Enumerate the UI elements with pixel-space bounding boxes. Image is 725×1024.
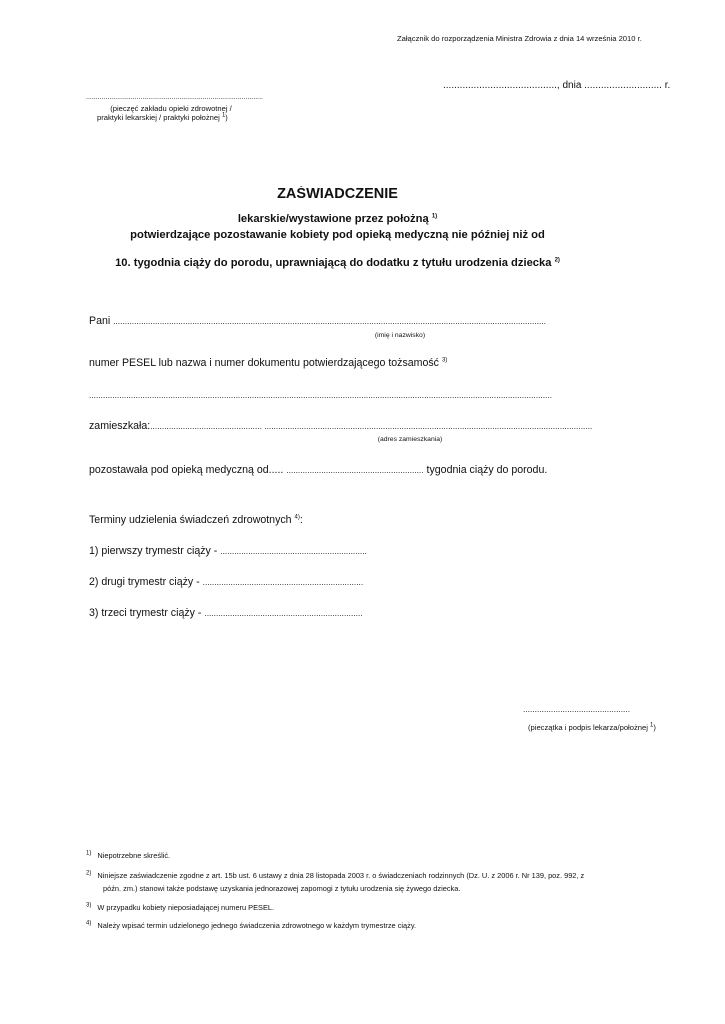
footnote-2-text: Niniejsze zaświadczenie zgodne z art. 15b ust. 6 ustawy z dnia 28 listopada 2003 r. o świadczeniach rodzinnych (Dz. U. z 2006 r. Nr 139, poz. 992, z [97, 871, 585, 880]
footnote-3-mark: 3) [86, 902, 92, 909]
signature-ref: 1 [650, 722, 654, 729]
stamp-dots: ........................................................................................... [86, 94, 263, 101]
footnote-1-mark: 1) [86, 850, 92, 857]
care-row [89, 464, 547, 476]
pani-row [89, 315, 546, 327]
trimester-3-input[interactable]: .................................................................... [204, 608, 363, 618]
subtitle-line3 [0, 257, 675, 269]
annex-note: Załącznik do rozporządzenia Ministra Zdrowia z dnia 14 września 2010 r. [397, 34, 642, 43]
footnote-3-text: W przypadku kobiety nieposiadającej numeru PESEL. [97, 903, 275, 912]
address-label: zamieszkała: [89, 420, 151, 432]
care-label: pozostawała pod opieką medyczną od..... [89, 464, 284, 476]
trimester-3-label: 3) trzeci trymestr ciąży - [89, 607, 202, 619]
signature-caption [528, 723, 656, 732]
footnote-4-text: Należy wpisać termin udzielonego jednego świadczenia zdrowotnego w każdym trymestrze ciąży. [97, 921, 417, 930]
pani-input-dots[interactable]: .......................................................................................................................................................................................... [113, 316, 546, 326]
pesel-row [89, 357, 447, 369]
trimester-row-3 [89, 607, 363, 619]
footnote-4-mark: 4) [86, 920, 92, 927]
footnote-2-continuation: późn. zm.) stanowi także podstawę uzyskania jednorazowej zapomogi z tytułu urodzenia się żywego dziecka. [103, 884, 461, 893]
subtitle-line1-ref: 1) [431, 213, 438, 220]
subtitle-line1-text: lekarskie/wystawione przez położną [237, 213, 429, 225]
footnote-1 [86, 851, 170, 860]
stamp-caption-line2 [97, 113, 228, 122]
footnote-4 [86, 921, 416, 930]
care-weeks-input[interactable]: ........................................................... [286, 465, 424, 475]
pani-label: Pani [89, 315, 111, 327]
terms-ref: 4) [294, 514, 300, 521]
document-title: ZAŚWIADCZENIE [277, 186, 398, 202]
subtitle-line3-ref: 2) [554, 257, 560, 264]
trimester-row-2 [89, 576, 363, 588]
footnote-2 [86, 871, 584, 880]
trimester-row-1 [89, 545, 367, 557]
footnote-3 [86, 903, 274, 912]
stamp-caption-text: praktyki lekarskiej / praktyki położnej [97, 113, 220, 122]
signature-caption-text: (pieczątka i podpis lekarza/położnej [528, 723, 648, 732]
address-caption: (adres zamieszkania) [377, 436, 443, 443]
stamp-caption-line1: (pieczęć zakładu opieki zdrowotnej / [110, 104, 232, 113]
footnote-1-text: Niepotrzebne skreślić. [97, 851, 171, 860]
signature-dots[interactable]: .............................................. [523, 704, 631, 714]
footnote-2-mark: 2) [86, 870, 92, 877]
trimester-1-label: 1) pierwszy trymestr ciąży - [89, 545, 218, 557]
terms-colon: : [299, 514, 303, 526]
pesel-label: numer PESEL lub nazwa i numer dokumentu potwierdzającego tożsamość [89, 357, 439, 369]
place-date-field[interactable]: ........................................., dnia ............................ r. [443, 80, 671, 91]
terms-label: Terminy udzielenia świadczeń zdrowotnych [89, 514, 292, 526]
pani-caption: (imię i nazwisko) [374, 332, 426, 339]
terms-heading [89, 514, 303, 526]
stamp-footnote-close: ) [225, 113, 228, 122]
subtitle-line2: potwierdzające pozostawanie kobiety pod opieką medyczną nie później niż od [130, 229, 545, 241]
trimester-2-input[interactable]: ..................................................................... [202, 577, 364, 587]
stamp-footnote-ref: 1 [221, 112, 226, 119]
address-row [89, 420, 592, 432]
trimester-2-label: 2) drugi trymestr ciąży - [89, 576, 200, 588]
subtitle-line1 [0, 213, 675, 225]
trimester-1-input[interactable]: ............................................................... [220, 546, 367, 556]
pesel-input-dots[interactable]: ....................................................................................................................................................................................................... [89, 390, 553, 400]
address-input-dots[interactable]: ................................................ ............................................................................................................................................. [150, 421, 593, 431]
pesel-ref: 3) [441, 357, 448, 364]
subtitle-line3-text: 10. tygodnia ciąży do porodu, uprawniającą do dodatku z tytułu urodzenia dziecka [115, 257, 552, 269]
care-suffix: tygodnia ciąży do porodu. [426, 464, 548, 476]
signature-ref-close: ) [653, 723, 656, 732]
